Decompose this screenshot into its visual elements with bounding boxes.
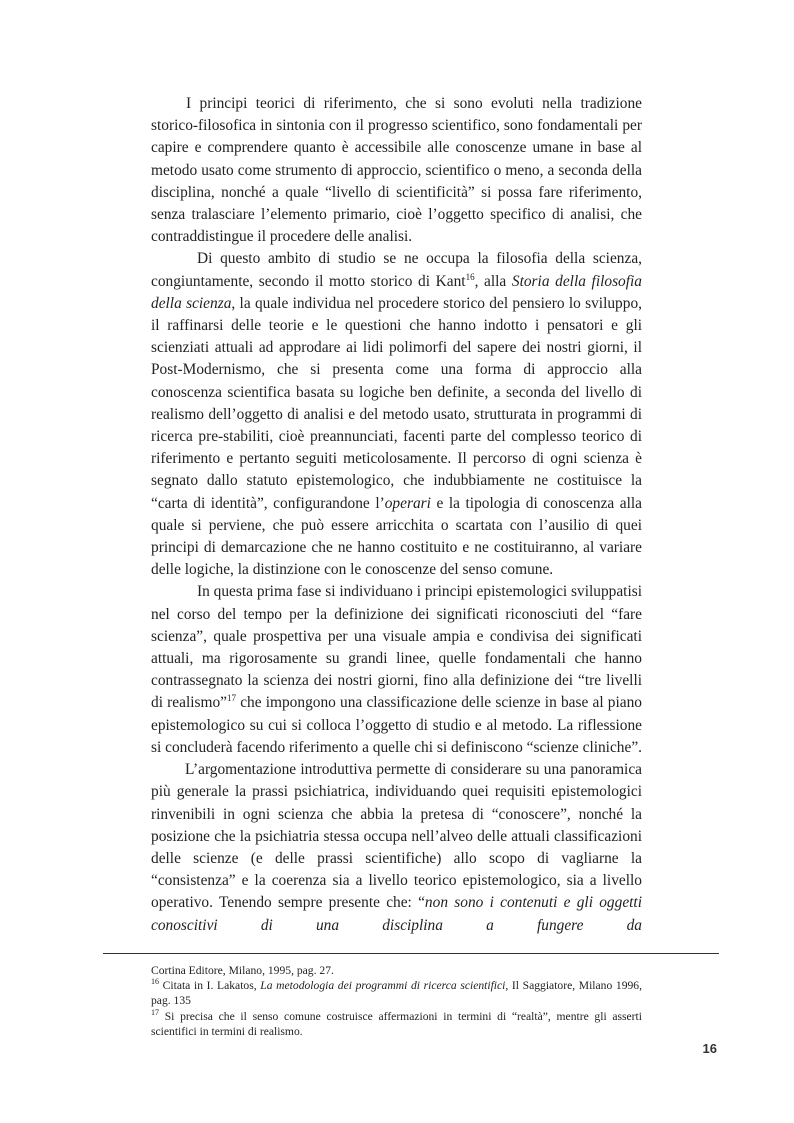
footnote-ref: 16	[465, 271, 475, 282]
paragraph	[151, 248, 642, 581]
footnote-ref: 17	[151, 1007, 159, 1017]
paragraph	[151, 759, 642, 937]
italic-text: Storia della filosofia della scienza	[151, 272, 642, 312]
italic-text: non sono i contenuti e gli oggetti conoscitivi di una disciplina a fungere da	[151, 894, 642, 934]
text-run: e la tipologia di conoscenza alla quale si perviene, che può essere arricchita o scartata con l’ausilio di quei principi di demarcazione che ne hanno costituito e ne costituiranno, al variare delle logiche, la distinzione con le conoscenze del senso comune.	[151, 494, 642, 579]
footnote	[151, 978, 642, 1008]
italic-text: operari	[384, 494, 431, 512]
text-run: che impongono una classificazione delle scienze in base al piano epistemologico su cui si colloca l’oggetto di studio e al metodo. La riflessione si concluderà facendo riferimento a quelle chi si definiscono “scienze cliniche”.	[151, 694, 642, 756]
paragraph	[151, 581, 642, 759]
footnote-ref: 16	[151, 977, 159, 987]
text-run: Citata in I. Lakatos,	[159, 979, 261, 993]
footnote	[151, 1009, 642, 1039]
text-run: , alla	[474, 272, 512, 290]
footnote	[151, 963, 642, 978]
paragraph	[151, 93, 642, 248]
italic-text: La metodologia dei programmi di ricerca scientifici	[260, 979, 506, 993]
footnotes	[151, 963, 642, 1039]
footnote-ref: 17	[227, 693, 236, 704]
text-run: I principi teorici di riferimento, che si sono evoluti nella tradizione storico-filosofica in sintonia con il progresso scientifico, sono fondamentali per capire e comprendere quanto è accessibile alle conoscenze umane in base al metodo usato come strumento di approccio, scientifico o meno, a seconda della disciplina, nonché a quale “livello di scientificità” si possa fare riferimento, senza tralasciare l’elemento primario, cioè l’oggetto specifico di analisi, che contraddistingue il procedere delle analisi.	[151, 95, 642, 246]
text-run: In questa prima fase si individuano i principi epistemologici sviluppatisi nel corso del tempo per la definizione dei significati riconosciuti del “fare scienza”, quale prospettiva per una visuale ampia e condivisa dei significati attuali, ma rigorosamente su grandi linee, quelle fondamentali che hanno contrassegnato la scienza dei nostri giorni, fino alla definizione dei “tre livelli di realismo”	[151, 583, 642, 712]
text-run: , Il Saggiatore, Milano 1996, pag. 135	[151, 979, 642, 1008]
footnote-separator	[103, 953, 719, 954]
text-run: Cortina Editore, Milano, 1995, pag. 27.	[151, 964, 334, 977]
text-run: L’argomentazione introduttiva permette di considerare su una panoramica più generale la prassi psichiatrica, individuando quei requisiti epistemologici rinvenibili in ogni scienza che abbia la pretesa di “conoscere”, nonché la posizione che la psichiatria stessa occupa nell’alveo delle attuali classificazioni delle scienze (e delle prassi scientifiche) allo scopo di vagliarne la “consistenza” e la coerenza sia a livello teorico epistemologico, sia a livello operativo. Tenendo sempre presente che: “	[151, 761, 642, 912]
body-text	[151, 93, 642, 937]
text-run: Si precisa che il senso comune costruisce affermazioni in termini di “realtà”, mentre gli asserti scientifici in termini di realismo.	[151, 1009, 642, 1038]
page-number: 16	[702, 1041, 717, 1056]
text-run: , la quale individua nel procedere storico del pensiero lo sviluppo, il raffinarsi delle teorie e le questioni che hanno indotto i pensatori e gli scienziati attuali ad approdare ai lidi polimorfi del sapere dei nostri giorni, il Post-Modernismo, che si presenta come una forma di approccio alla conoscenza scientifica basata su logiche ben definite, a seconda del livello di realismo dell’oggetto di analisi e del metodo usato, strutturata in programmi di ricerca pre-stabiliti, cioè preannunciati, facenti parte del complesso teorico di riferimento e pertanto seguiti meticolosamente. Il percorso di ogni scienza è segnato dallo statuto epistemologico, che indubbiamente ne costituisce la “carta di identità”, configurandone l’	[151, 294, 642, 512]
text-run: Di questo ambito di studio se ne occupa la filosofia della scienza, congiuntamente, secondo il motto storico di Kant	[151, 250, 642, 290]
